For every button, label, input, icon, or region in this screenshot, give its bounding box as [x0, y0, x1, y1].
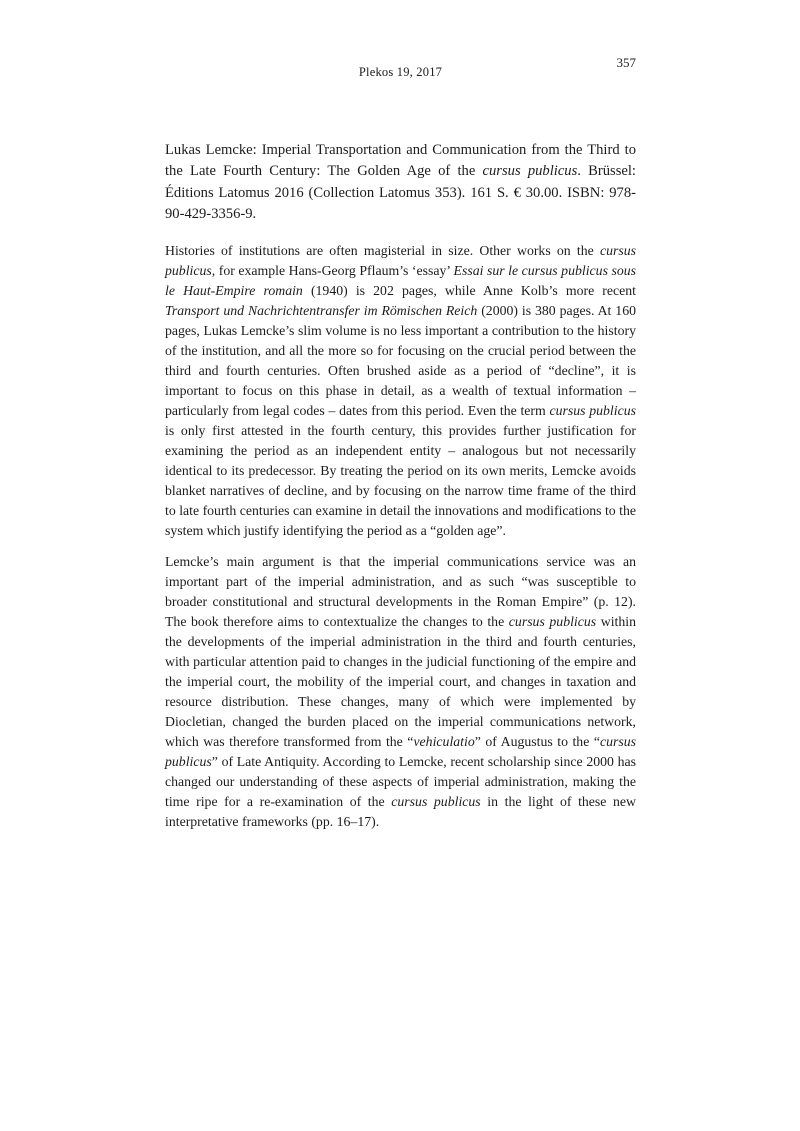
page-header	[165, 55, 636, 84]
review-body	[165, 140, 636, 832]
review-paragraph-1: Histories of institutions are often magisterial in size. Other works on the cursus publicus, for example Hans-Georg Pflaum’s ‘essay’ Essai sur le cursus publicus sous le Haut-Empire romain (1940) is 202 pages, while Anne Kolb’s more recent Transport und Nachrichtentransfer im Römischen Reich (2000) is 380 pages. At 160 pages, Lukas Lemcke’s slim volume is no less important a contribution to the history of the institution, and all the more so for focusing on the crucial period between the third and fourth centuries. Often brushed aside as a period of “decline”, it is important to focus on this phase in detail, as a wealth of textual information – particularly from legal codes – dates from this period. Even the term cursus publicus is only first attested in the fourth century, this provides further justification for examining the period as an independent entity – analogous but not necessarily identical to its predecessor. By treating the period on its own merits, Lemcke avoids blanket narratives of decline, and by focusing on the narrow time frame of the third to late fourth centuries can examine in detail the innovations and modifications to the system which justify identifying the period as a “golden age”.	[165, 242, 637, 538]
review-paragraph-2: Lemcke’s main argument is that the imperial communications service was an important part of the imperial administration, and as such “was susceptible to broader constitutional and structural developments in the Roman Empire” (p. 12). The book therefore aims to contextualize the changes to the cursus publicus within the developments of the imperial administration in the third and fourth centuries, with particular attention paid to changes in the judicial functioning of the empire and the imperial court, the mobility of the imperial court, and changes in taxation and resource distribution. These changes, many of which were implemented by Diocletian, changed the burden placed on the imperial communications network, which was therefore transformed from the “vehiculatio” of Augustus to the “cursus publicus” of Late Antiquity. According to Lemcke, recent scholarship since 2000 has changed our understanding of these aspects of imperial administration, making the time ripe for a re-examination of the cursus publicus in the light of these new interpretative frameworks (pp. 16–17).	[165, 553, 637, 829]
journal-header: Plekos 19, 2017	[358, 65, 443, 79]
page-number: 357	[616, 55, 636, 70]
review-heading: Lukas Lemcke: Imperial Transportation and Communication from the Third to the Late Fourth Century: The Golden Age of the cursus publicus. Brüssel: Éditions Latomus 2016 (Collection Latomus 353). 161 S. € 30.00. ISBN: 978-90-429-3356-9.	[165, 142, 636, 223]
